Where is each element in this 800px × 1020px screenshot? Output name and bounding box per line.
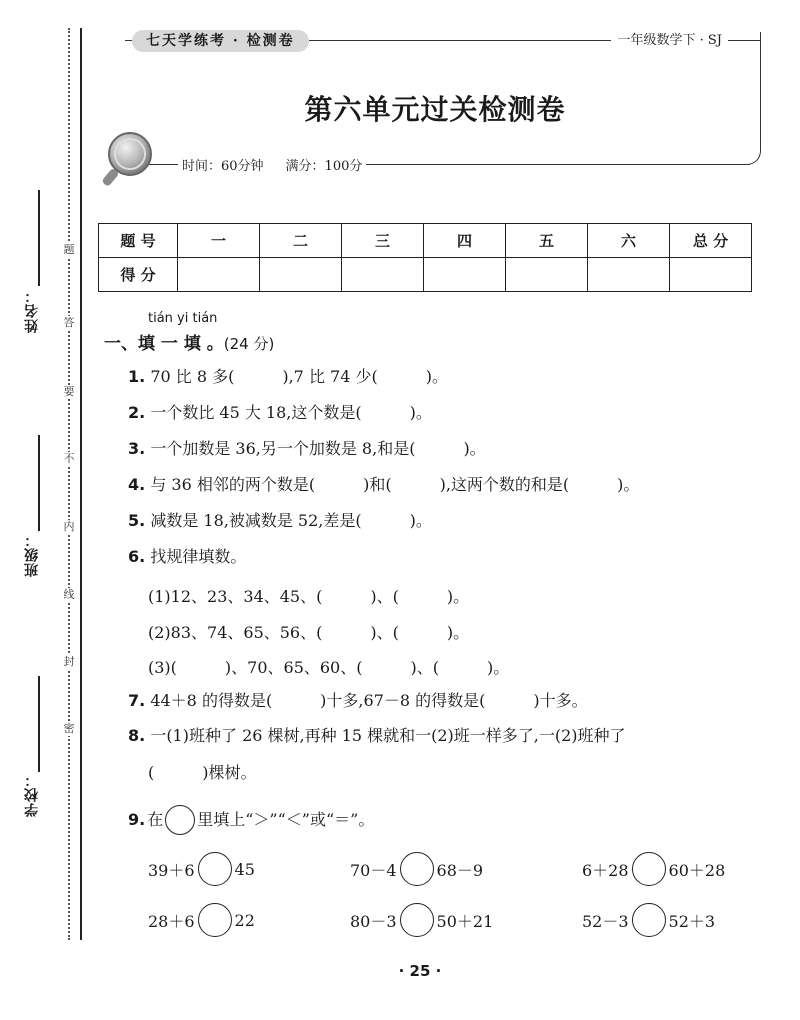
column-header: 四 <box>424 224 506 258</box>
sub-question: (3)( )、70、65、60、( )、( )。 <box>148 658 510 677</box>
comparison-right: 68－9 <box>436 860 484 880</box>
question-text: 一(1)班种了 26 棵树,再种 15 棵就和一(2)班一样多了,一(2)班种了 <box>150 726 626 745</box>
section-pinyin: tián yi tián <box>148 311 218 326</box>
comparison-item <box>350 852 483 886</box>
question <box>128 403 432 423</box>
comparison-item <box>582 852 725 886</box>
section-title-text: 一、填 一 填 。 <box>104 334 224 354</box>
school-label: 学校： <box>24 772 40 817</box>
answer-circle-icon <box>165 805 195 835</box>
comparison-item <box>350 903 493 937</box>
question <box>128 805 374 835</box>
comparison-right: 50＋21 <box>436 911 494 931</box>
question-text: 在 <box>147 810 164 829</box>
question-number-label: 题 号 <box>99 224 178 258</box>
comparison-right: 60＋28 <box>668 860 726 880</box>
magnifier-icon <box>102 130 154 188</box>
score-cell[interactable] <box>506 258 588 292</box>
score-cell[interactable] <box>424 258 506 292</box>
seal-char: 密 <box>63 722 75 735</box>
seal-char: 题 <box>63 243 75 256</box>
column-header: 六 <box>588 224 670 258</box>
sub-question: (1)12、23、34、45、( )、( )。 <box>148 587 470 606</box>
page-number: · 25 · <box>398 962 442 980</box>
exam-time: 时间：60分钟 <box>182 159 264 174</box>
answer-circle[interactable] <box>400 852 434 886</box>
column-header: 一 <box>178 224 260 258</box>
seal-char: 内 <box>63 520 75 533</box>
comparison-item <box>148 903 255 937</box>
sub-question: (2)83、74、65、56、( )、( )。 <box>148 623 470 642</box>
question-number: 1. <box>128 367 146 386</box>
question-text: 70 比 8 多( ),7 比 74 少( )。 <box>150 367 448 386</box>
comparison-left: 52－3 <box>582 911 629 931</box>
seal-char: 线 <box>63 588 75 601</box>
score-cell[interactable] <box>260 258 342 292</box>
question <box>128 367 448 387</box>
question-continuation <box>148 763 257 783</box>
score-table-header-row <box>99 224 752 258</box>
question-number: 7. <box>128 691 146 710</box>
column-header: 二 <box>260 224 342 258</box>
comparison-left: 6＋28 <box>582 860 629 880</box>
seal-char: 不 <box>63 452 75 465</box>
seal-char: 封 <box>63 655 75 668</box>
comparison-left: 28＋6 <box>148 911 195 931</box>
meta-row <box>178 155 366 174</box>
comparison-left: 80－3 <box>350 911 397 931</box>
comparison-right: 22 <box>234 910 255 930</box>
section-points: (24 分) <box>223 335 275 353</box>
score-label: 得 分 <box>99 258 178 292</box>
grade-tag: 一年级数学下 · SJ <box>611 31 728 51</box>
name-label: 姓名： <box>24 288 40 333</box>
question <box>128 547 246 567</box>
question <box>128 439 486 459</box>
question-number: 9. <box>128 810 146 829</box>
comparison-right: 45 <box>234 859 255 879</box>
answer-circle[interactable] <box>198 903 232 937</box>
question <box>128 475 639 495</box>
question-number: 5. <box>128 511 146 530</box>
column-header: 三 <box>342 224 424 258</box>
binding-margin <box>0 0 92 1020</box>
school-field[interactable] <box>38 676 40 772</box>
question <box>128 511 432 531</box>
answer-circle[interactable] <box>400 903 434 937</box>
question-text: 减数是 18,被减数是 52,差是( )。 <box>150 511 432 530</box>
class-label: 班级： <box>24 532 40 577</box>
question-number: 4. <box>128 475 146 494</box>
comparison-left: 70－4 <box>350 860 397 880</box>
section-title <box>104 329 274 354</box>
answer-circle[interactable] <box>632 903 666 937</box>
comparison-right: 52＋3 <box>668 911 716 931</box>
question-text: 一个数比 45 大 18,这个数是( )。 <box>150 403 432 422</box>
dotted-cut-line <box>68 28 70 940</box>
score-cell[interactable] <box>670 258 752 292</box>
question-text: 44＋8 的得数是( )十多,67－8 的得数是( )十多。 <box>150 691 588 710</box>
comparison-item <box>148 852 255 886</box>
answer-circle[interactable] <box>198 852 232 886</box>
seal-char: 要 <box>63 385 75 398</box>
page-title: 第六单元过关检测卷 <box>304 93 566 126</box>
question-number: 6. <box>128 547 146 566</box>
question-text: 找规律填数。 <box>150 547 247 566</box>
question-text: 里填上“＞”“＜”或“＝”。 <box>197 810 375 829</box>
class-field[interactable] <box>38 435 40 531</box>
question-text: 一个加数是 36,另一个加数是 8,和是( )。 <box>150 439 486 458</box>
full-score: 满分：100分 <box>285 159 363 174</box>
question <box>128 726 626 746</box>
score-table <box>98 223 752 292</box>
name-field[interactable] <box>38 190 40 286</box>
question-text: ( )棵树。 <box>148 763 257 782</box>
series-tag: 七天学练考 · 检测卷 <box>132 30 309 52</box>
question <box>128 691 588 711</box>
question-number: 2. <box>128 403 146 422</box>
comparison-item <box>582 903 715 937</box>
column-header: 总 分 <box>670 224 752 258</box>
column-header: 五 <box>506 224 588 258</box>
answer-circle[interactable] <box>632 852 666 886</box>
question-number: 3. <box>128 439 146 458</box>
score-cell[interactable] <box>588 258 670 292</box>
score-table-score-row <box>99 258 752 292</box>
binding-line <box>80 28 82 940</box>
score-cell[interactable] <box>342 258 424 292</box>
comparison-left: 39＋6 <box>148 860 195 880</box>
question-number: 8. <box>128 726 146 745</box>
score-cell[interactable] <box>178 258 260 292</box>
seal-char: 答 <box>63 316 75 329</box>
question-text: 与 36 相邻的两个数是( )和( ),这两个数的和是( )。 <box>150 475 640 494</box>
